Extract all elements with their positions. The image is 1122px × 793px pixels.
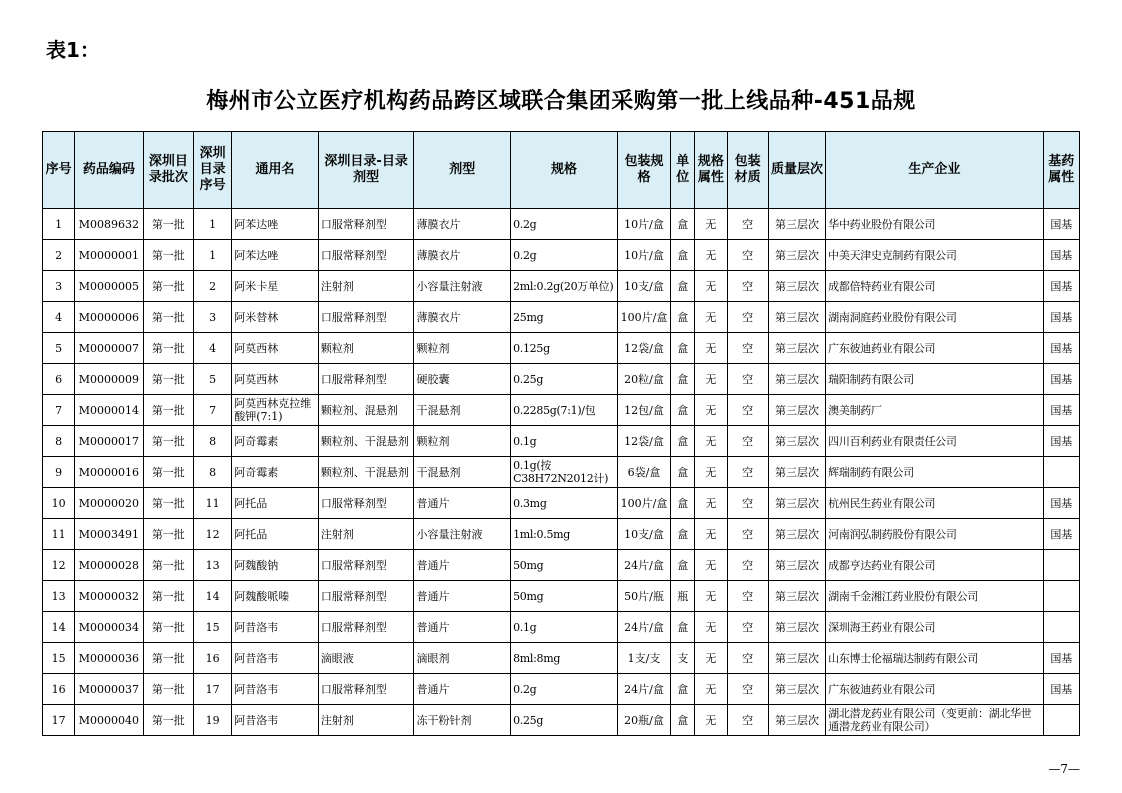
cell-drug-code: M0000009 <box>75 364 143 395</box>
cell-sz-dosage-form: 口服常释剂型 <box>318 488 414 519</box>
cell-drug-code: M0000014 <box>75 395 143 426</box>
page-number: —7— <box>1048 762 1080 776</box>
cell-sz-batch: 第一批 <box>143 364 193 395</box>
table-row <box>43 426 1080 457</box>
cell-pack-spec: 12袋/盒 <box>617 426 670 457</box>
cell-seq: 2 <box>43 240 75 271</box>
cell-seq: 9 <box>43 457 75 488</box>
cell-seq: 15 <box>43 643 75 674</box>
header-row <box>43 132 1080 209</box>
cell-unit: 盒 <box>671 612 695 643</box>
cell-spec: 25mg <box>511 302 618 333</box>
cell-generic-name: 阿昔洛韦 <box>232 705 319 736</box>
cell-sz-index: 3 <box>193 302 231 333</box>
cell-sz-index: 8 <box>193 457 231 488</box>
cell-unit: 盒 <box>671 333 695 364</box>
cell-generic-name: 阿魏酸钠 <box>232 550 319 581</box>
cell-pack-material: 空 <box>727 643 768 674</box>
cell-drug-code: M0000037 <box>75 674 143 705</box>
table-row <box>43 240 1080 271</box>
cell-pack-spec: 24片/盒 <box>617 550 670 581</box>
header-spec-attr: 规格属性 <box>695 132 727 209</box>
cell-sz-dosage-form: 口服常释剂型 <box>318 612 414 643</box>
header-pack-material: 包装材质 <box>727 132 768 209</box>
table-row <box>43 302 1080 333</box>
cell-seq: 10 <box>43 488 75 519</box>
cell-sz-batch: 第一批 <box>143 240 193 271</box>
cell-unit: 瓶 <box>671 581 695 612</box>
cell-sz-index: 17 <box>193 674 231 705</box>
cell-generic-name: 阿苯达唑 <box>232 209 319 240</box>
cell-dosage-form: 薄膜衣片 <box>414 209 511 240</box>
cell-dosage-form: 普通片 <box>414 674 511 705</box>
cell-sz-index: 5 <box>193 364 231 395</box>
cell-manufacturer: 深圳海王药业有限公司 <box>826 612 1043 643</box>
cell-pack-spec: 10片/盒 <box>617 240 670 271</box>
cell-essential-drug: 国基 <box>1043 643 1079 674</box>
cell-unit: 盒 <box>671 550 695 581</box>
cell-pack-spec: 10片/盒 <box>617 209 670 240</box>
cell-sz-dosage-form: 口服常释剂型 <box>318 674 414 705</box>
cell-dosage-form: 普通片 <box>414 612 511 643</box>
cell-drug-code: M0000007 <box>75 333 143 364</box>
cell-essential-drug <box>1043 612 1079 643</box>
cell-sz-batch: 第一批 <box>143 209 193 240</box>
cell-sz-index: 2 <box>193 271 231 302</box>
cell-essential-drug: 国基 <box>1043 488 1079 519</box>
cell-spec-attr: 无 <box>695 209 727 240</box>
cell-manufacturer: 广东彼迪药业有限公司 <box>826 333 1043 364</box>
cell-seq: 13 <box>43 581 75 612</box>
cell-pack-spec: 50片/瓶 <box>617 581 670 612</box>
cell-spec: 0.2g <box>511 240 618 271</box>
cell-drug-code: M0000040 <box>75 705 143 736</box>
cell-sz-index: 15 <box>193 612 231 643</box>
cell-dosage-form: 普通片 <box>414 550 511 581</box>
cell-essential-drug: 国基 <box>1043 240 1079 271</box>
table-label: 表1： <box>46 38 100 62</box>
cell-spec: 8ml:8mg <box>511 643 618 674</box>
cell-dosage-form: 普通片 <box>414 581 511 612</box>
cell-seq: 1 <box>43 209 75 240</box>
cell-generic-name: 阿昔洛韦 <box>232 612 319 643</box>
cell-pack-spec: 1支/支 <box>617 643 670 674</box>
cell-quality-level: 第三层次 <box>768 581 825 612</box>
cell-sz-index: 16 <box>193 643 231 674</box>
cell-quality-level: 第三层次 <box>768 488 825 519</box>
cell-sz-dosage-form: 口服常释剂型 <box>318 364 414 395</box>
cell-manufacturer: 辉瑞制药有限公司 <box>826 457 1043 488</box>
cell-manufacturer: 杭州民生药业有限公司 <box>826 488 1043 519</box>
cell-quality-level: 第三层次 <box>768 240 825 271</box>
cell-spec-attr: 无 <box>695 364 727 395</box>
cell-sz-batch: 第一批 <box>143 302 193 333</box>
cell-spec: 0.125g <box>511 333 618 364</box>
cell-spec: 0.3mg <box>511 488 618 519</box>
cell-pack-spec: 20瓶/盒 <box>617 705 670 736</box>
cell-sz-dosage-form: 颗粒剂、混悬剂 <box>318 395 414 426</box>
cell-spec-attr: 无 <box>695 426 727 457</box>
table-row <box>43 364 1080 395</box>
cell-seq: 17 <box>43 705 75 736</box>
cell-essential-drug <box>1043 581 1079 612</box>
cell-spec-attr: 无 <box>695 643 727 674</box>
cell-spec-attr: 无 <box>695 333 727 364</box>
cell-sz-index: 1 <box>193 240 231 271</box>
cell-quality-level: 第三层次 <box>768 550 825 581</box>
cell-quality-level: 第三层次 <box>768 705 825 736</box>
cell-unit: 盒 <box>671 271 695 302</box>
cell-essential-drug <box>1043 705 1079 736</box>
cell-manufacturer: 四川百利药业有限责任公司 <box>826 426 1043 457</box>
cell-seq: 4 <box>43 302 75 333</box>
cell-manufacturer: 成都倍特药业有限公司 <box>826 271 1043 302</box>
cell-quality-level: 第三层次 <box>768 302 825 333</box>
header-drug-code: 药品编码 <box>75 132 143 209</box>
cell-essential-drug: 国基 <box>1043 364 1079 395</box>
cell-unit: 盒 <box>671 705 695 736</box>
cell-spec-attr: 无 <box>695 705 727 736</box>
cell-dosage-form: 滴眼剂 <box>414 643 511 674</box>
cell-spec: 1ml:0.5mg <box>511 519 618 550</box>
cell-pack-material: 空 <box>727 209 768 240</box>
cell-spec: 50mg <box>511 550 618 581</box>
header-quality-level: 质量层次 <box>768 132 825 209</box>
cell-pack-material: 空 <box>727 271 768 302</box>
cell-dosage-form: 干混悬剂 <box>414 395 511 426</box>
cell-unit: 盒 <box>671 240 695 271</box>
table-row <box>43 581 1080 612</box>
cell-generic-name: 阿莫西林 <box>232 364 319 395</box>
cell-quality-level: 第三层次 <box>768 519 825 550</box>
cell-generic-name: 阿米卡星 <box>232 271 319 302</box>
cell-pack-spec: 20粒/盒 <box>617 364 670 395</box>
table-row <box>43 643 1080 674</box>
cell-dosage-form: 颗粒剂 <box>414 426 511 457</box>
header-manufacturer: 生产企业 <box>826 132 1043 209</box>
cell-generic-name: 阿米替林 <box>232 302 319 333</box>
cell-spec-attr: 无 <box>695 240 727 271</box>
cell-quality-level: 第三层次 <box>768 426 825 457</box>
cell-pack-spec: 10支/盒 <box>617 271 670 302</box>
cell-sz-dosage-form: 口服常释剂型 <box>318 209 414 240</box>
cell-essential-drug: 国基 <box>1043 426 1079 457</box>
table-row <box>43 612 1080 643</box>
cell-quality-level: 第三层次 <box>768 612 825 643</box>
table-row <box>43 488 1080 519</box>
cell-sz-batch: 第一批 <box>143 426 193 457</box>
cell-pack-material: 空 <box>727 364 768 395</box>
cell-spec-attr: 无 <box>695 581 727 612</box>
cell-spec: 0.25g <box>511 364 618 395</box>
cell-seq: 5 <box>43 333 75 364</box>
cell-generic-name: 阿莫西林 <box>232 333 319 364</box>
cell-quality-level: 第三层次 <box>768 333 825 364</box>
cell-dosage-form: 硬胶囊 <box>414 364 511 395</box>
table-row <box>43 705 1080 736</box>
cell-manufacturer: 山东博士伦福瑞达制药有限公司 <box>826 643 1043 674</box>
cell-spec: 0.1g(按C38H72N2012计) <box>511 457 618 488</box>
cell-spec: 50mg <box>511 581 618 612</box>
cell-spec: 0.2g <box>511 209 618 240</box>
cell-spec-attr: 无 <box>695 271 727 302</box>
cell-sz-index: 19 <box>193 705 231 736</box>
table-row <box>43 519 1080 550</box>
cell-manufacturer: 广东彼迪药业有限公司 <box>826 674 1043 705</box>
cell-quality-level: 第三层次 <box>768 364 825 395</box>
cell-seq: 14 <box>43 612 75 643</box>
cell-dosage-form: 干混悬剂 <box>414 457 511 488</box>
header-essential-drug: 基药属性 <box>1043 132 1079 209</box>
cell-quality-level: 第三层次 <box>768 674 825 705</box>
cell-sz-dosage-form: 注射剂 <box>318 705 414 736</box>
cell-manufacturer: 瑞阳制药有限公司 <box>826 364 1043 395</box>
cell-spec-attr: 无 <box>695 302 727 333</box>
cell-dosage-form: 小容量注射液 <box>414 271 511 302</box>
cell-sz-dosage-form: 滴眼液 <box>318 643 414 674</box>
cell-manufacturer: 成都亨达药业有限公司 <box>826 550 1043 581</box>
cell-manufacturer: 中美天津史克制药有限公司 <box>826 240 1043 271</box>
cell-unit: 支 <box>671 643 695 674</box>
cell-spec-attr: 无 <box>695 488 727 519</box>
cell-drug-code: M0003491 <box>75 519 143 550</box>
cell-drug-code: M0000016 <box>75 457 143 488</box>
cell-manufacturer: 河南润弘制药股份有限公司 <box>826 519 1043 550</box>
cell-pack-spec: 24片/盒 <box>617 674 670 705</box>
header-sz-index: 深圳目录序号 <box>193 132 231 209</box>
cell-essential-drug: 国基 <box>1043 674 1079 705</box>
cell-drug-code: M0000006 <box>75 302 143 333</box>
cell-spec-attr: 无 <box>695 612 727 643</box>
cell-drug-code: M0000036 <box>75 643 143 674</box>
cell-generic-name: 阿奇霉素 <box>232 457 319 488</box>
header-sz-dosage-form: 深圳目录-目录剂型 <box>318 132 414 209</box>
cell-essential-drug: 国基 <box>1043 333 1079 364</box>
cell-unit: 盒 <box>671 488 695 519</box>
cell-pack-material: 空 <box>727 302 768 333</box>
cell-sz-batch: 第一批 <box>143 643 193 674</box>
header-spec: 规格 <box>511 132 618 209</box>
cell-pack-spec: 24片/盒 <box>617 612 670 643</box>
cell-pack-spec: 6袋/盒 <box>617 457 670 488</box>
cell-pack-spec: 100片/盒 <box>617 302 670 333</box>
cell-essential-drug: 国基 <box>1043 395 1079 426</box>
cell-pack-material: 空 <box>727 457 768 488</box>
cell-sz-index: 1 <box>193 209 231 240</box>
cell-seq: 16 <box>43 674 75 705</box>
header-generic-name: 通用名 <box>232 132 319 209</box>
cell-sz-batch: 第一批 <box>143 705 193 736</box>
cell-pack-material: 空 <box>727 612 768 643</box>
table-row <box>43 457 1080 488</box>
cell-spec: 0.25g <box>511 705 618 736</box>
cell-sz-batch: 第一批 <box>143 519 193 550</box>
cell-sz-index: 8 <box>193 426 231 457</box>
cell-manufacturer: 湖南洞庭药业股份有限公司 <box>826 302 1043 333</box>
cell-sz-dosage-form: 口服常释剂型 <box>318 550 414 581</box>
cell-quality-level: 第三层次 <box>768 271 825 302</box>
cell-sz-index: 11 <box>193 488 231 519</box>
cell-seq: 12 <box>43 550 75 581</box>
cell-generic-name: 阿苯达唑 <box>232 240 319 271</box>
cell-pack-material: 空 <box>727 519 768 550</box>
cell-pack-material: 空 <box>727 674 768 705</box>
cell-seq: 6 <box>43 364 75 395</box>
cell-dosage-form: 薄膜衣片 <box>414 240 511 271</box>
cell-pack-material: 空 <box>727 395 768 426</box>
cell-drug-code: M0000001 <box>75 240 143 271</box>
cell-pack-material: 空 <box>727 240 768 271</box>
cell-seq: 3 <box>43 271 75 302</box>
drug-table <box>42 131 1080 736</box>
cell-sz-batch: 第一批 <box>143 395 193 426</box>
cell-sz-dosage-form: 口服常释剂型 <box>318 302 414 333</box>
cell-drug-code: M0000034 <box>75 612 143 643</box>
table-row <box>43 333 1080 364</box>
cell-unit: 盒 <box>671 395 695 426</box>
header-dosage-form: 剂型 <box>414 132 511 209</box>
cell-seq: 8 <box>43 426 75 457</box>
cell-sz-batch: 第一批 <box>143 488 193 519</box>
cell-generic-name: 阿昔洛韦 <box>232 643 319 674</box>
cell-dosage-form: 小容量注射液 <box>414 519 511 550</box>
cell-sz-batch: 第一批 <box>143 612 193 643</box>
cell-pack-spec: 12包/盒 <box>617 395 670 426</box>
cell-spec: 0.1g <box>511 426 618 457</box>
cell-dosage-form: 颗粒剂 <box>414 333 511 364</box>
cell-sz-index: 13 <box>193 550 231 581</box>
cell-drug-code: M0000005 <box>75 271 143 302</box>
cell-unit: 盒 <box>671 519 695 550</box>
cell-unit: 盒 <box>671 364 695 395</box>
cell-spec: 0.1g <box>511 612 618 643</box>
table-row <box>43 550 1080 581</box>
cell-spec: 2ml:0.2g(20万单位) <box>511 271 618 302</box>
cell-spec-attr: 无 <box>695 395 727 426</box>
cell-drug-code: M0000028 <box>75 550 143 581</box>
cell-drug-code: M0000032 <box>75 581 143 612</box>
cell-essential-drug <box>1043 457 1079 488</box>
cell-sz-index: 14 <box>193 581 231 612</box>
cell-quality-level: 第三层次 <box>768 643 825 674</box>
cell-quality-level: 第三层次 <box>768 209 825 240</box>
cell-generic-name: 阿托品 <box>232 488 319 519</box>
cell-unit: 盒 <box>671 457 695 488</box>
cell-sz-batch: 第一批 <box>143 271 193 302</box>
cell-essential-drug: 国基 <box>1043 209 1079 240</box>
cell-quality-level: 第三层次 <box>768 457 825 488</box>
cell-spec-attr: 无 <box>695 457 727 488</box>
table-row <box>43 674 1080 705</box>
cell-essential-drug: 国基 <box>1043 519 1079 550</box>
cell-seq: 7 <box>43 395 75 426</box>
cell-drug-code: M0000020 <box>75 488 143 519</box>
cell-sz-index: 12 <box>193 519 231 550</box>
cell-spec-attr: 无 <box>695 550 727 581</box>
cell-sz-dosage-form: 注射剂 <box>318 271 414 302</box>
cell-pack-spec: 12袋/盒 <box>617 333 670 364</box>
cell-sz-dosage-form: 注射剂 <box>318 519 414 550</box>
cell-spec: 0.2285g(7:1)/包 <box>511 395 618 426</box>
cell-sz-dosage-form: 口服常释剂型 <box>318 581 414 612</box>
cell-generic-name: 阿托品 <box>232 519 319 550</box>
header-unit: 单位 <box>671 132 695 209</box>
cell-spec-attr: 无 <box>695 674 727 705</box>
cell-pack-material: 空 <box>727 426 768 457</box>
header-pack-spec: 包装规格 <box>617 132 670 209</box>
cell-drug-code: M0000017 <box>75 426 143 457</box>
table-row <box>43 209 1080 240</box>
cell-sz-dosage-form: 颗粒剂、干混悬剂 <box>318 426 414 457</box>
cell-pack-spec: 100片/盒 <box>617 488 670 519</box>
header-sz-batch: 深圳目录批次 <box>143 132 193 209</box>
cell-unit: 盒 <box>671 302 695 333</box>
cell-drug-code: M0089632 <box>75 209 143 240</box>
cell-essential-drug: 国基 <box>1043 271 1079 302</box>
cell-dosage-form: 普通片 <box>414 488 511 519</box>
cell-unit: 盒 <box>671 209 695 240</box>
cell-manufacturer: 湖南千金湘江药业股份有限公司 <box>826 581 1043 612</box>
cell-sz-index: 4 <box>193 333 231 364</box>
cell-essential-drug <box>1043 550 1079 581</box>
cell-manufacturer: 湖北潜龙药业有限公司（变更前：湖北华世通潜龙药业有限公司） <box>826 705 1043 736</box>
cell-sz-batch: 第一批 <box>143 581 193 612</box>
cell-spec-attr: 无 <box>695 519 727 550</box>
cell-pack-material: 空 <box>727 705 768 736</box>
cell-sz-dosage-form: 颗粒剂、干混悬剂 <box>318 457 414 488</box>
cell-dosage-form: 冻干粉针剂 <box>414 705 511 736</box>
cell-spec: 0.2g <box>511 674 618 705</box>
cell-generic-name: 阿莫西林克拉维酸钾(7:1) <box>232 395 319 426</box>
header-seq: 序号 <box>43 132 75 209</box>
cell-pack-material: 空 <box>727 550 768 581</box>
cell-manufacturer: 澳美制药厂 <box>826 395 1043 426</box>
cell-sz-batch: 第一批 <box>143 674 193 705</box>
cell-pack-material: 空 <box>727 488 768 519</box>
cell-generic-name: 阿昔洛韦 <box>232 674 319 705</box>
cell-sz-dosage-form: 颗粒剂 <box>318 333 414 364</box>
cell-dosage-form: 薄膜衣片 <box>414 302 511 333</box>
table-row <box>43 395 1080 426</box>
cell-quality-level: 第三层次 <box>768 395 825 426</box>
cell-unit: 盒 <box>671 674 695 705</box>
cell-pack-material: 空 <box>727 333 768 364</box>
cell-pack-spec: 10支/盒 <box>617 519 670 550</box>
cell-unit: 盒 <box>671 426 695 457</box>
cell-pack-material: 空 <box>727 581 768 612</box>
table-row <box>43 271 1080 302</box>
cell-generic-name: 阿魏酸哌嗪 <box>232 581 319 612</box>
cell-sz-batch: 第一批 <box>143 457 193 488</box>
cell-seq: 11 <box>43 519 75 550</box>
cell-manufacturer: 华中药业股份有限公司 <box>826 209 1043 240</box>
cell-essential-drug: 国基 <box>1043 302 1079 333</box>
cell-generic-name: 阿奇霉素 <box>232 426 319 457</box>
cell-sz-batch: 第一批 <box>143 550 193 581</box>
cell-sz-dosage-form: 口服常释剂型 <box>318 240 414 271</box>
document-title: 梅州市公立医疗机构药品跨区域联合集团采购第一批上线品种-451品规 <box>206 89 916 114</box>
cell-sz-batch: 第一批 <box>143 333 193 364</box>
cell-sz-index: 7 <box>193 395 231 426</box>
